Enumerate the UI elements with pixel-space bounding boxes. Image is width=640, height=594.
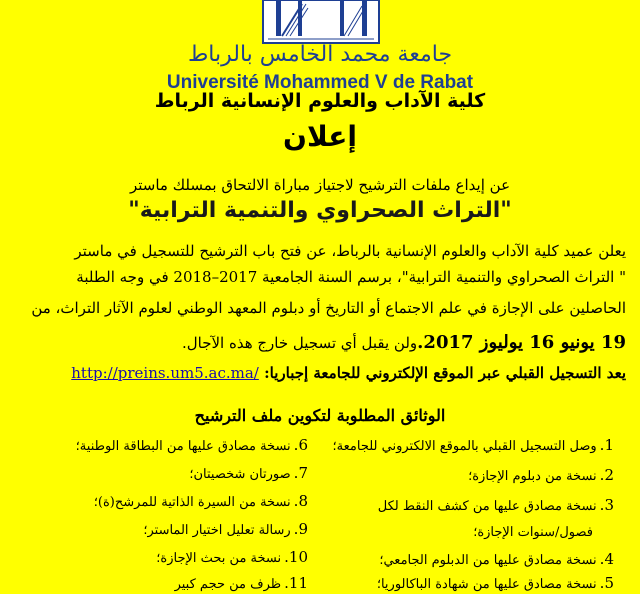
preinscription-link[interactable]: http://preins.um5.ac.ma/ [71, 364, 259, 382]
body-line-4 [26, 332, 626, 353]
list-item: 2.نسخة من دبلوم الإجازة؛ [468, 466, 614, 484]
program-title: "التراث الصحراوي والتنمية الترابية" [128, 198, 512, 223]
documents-list-left [8, 436, 308, 594]
list-item: 5.نسخة مصادق عليها من شهادة الباكالوريا؛ [376, 574, 614, 592]
documents-list-right [304, 436, 614, 594]
list-item: 1.وصل التسجيل القبلي بالموقع الالكتروني للجامعة؛ [332, 436, 614, 454]
registration-note: يعد التسجيل القبلي عبر الموقع الإلكتروني للجامعة إجباريا: [264, 364, 626, 382]
list-item: 4.نسخة مصادق عليها من الدبلوم الجامعي؛ [379, 550, 614, 568]
body-line-3: الحاصلين على الإجازة في علم الاجتماع أو التاريخ أو دبلوم المعهد الوطني لعلوم الآثار التراث، من [31, 299, 626, 317]
list-item: فصول/سنوات الإجازة؛ [473, 525, 593, 540]
list-item: 3.نسخة مصادق عليها من كشف النقط لكل [377, 496, 614, 514]
body-line-1: يعلن عميد كلية الآداب والعلوم الإنسانية بالرباط، عن فتح باب الترشيح للتسجيل في ماستر [74, 242, 626, 260]
university-logo-icon [262, 0, 380, 44]
faculty-name: كلية الآداب والعلوم الإنسانية الرباط [154, 90, 486, 112]
list-item: 7.صورتان شخصيتان؛ [189, 464, 308, 482]
list-item: 8.نسخة من السيرة الذاتية للمرشح(ة)؛ [93, 492, 308, 510]
university-arabic-name: جامعة محمد الخامس بالرباط [187, 42, 453, 67]
documents-heading: الوثائق المطلوبة لتكوين ملف الترشيح [194, 406, 446, 425]
list-item: 11.ظرف من حجم كبير [174, 574, 308, 592]
deadline-dates: 19 يونيو 16 يوليوز 2017. [417, 332, 626, 353]
body-line-2: " التراث الصحراوي والتنمية الترابية"، برسم السنة الجامعية 2017–2018 في وجه الطلبة [76, 268, 626, 286]
deadline-note: ولن يقبل أي تسجيل خارج هذه الآجال. [181, 334, 418, 352]
announcement-heading: إعلان [283, 120, 357, 153]
list-item: 10.نسخة من بحث الإجازة؛ [156, 548, 308, 566]
body-line-5 [26, 364, 626, 382]
list-item: 9.رسالة تعليل اختيار الماستر؛ [143, 520, 308, 538]
list-item: 6.نسخة مصادق عليها من البطاقة الوطنية؛ [75, 436, 308, 454]
university-latin-name: Université Mohammed V de Rabat [166, 72, 474, 93]
announcement-subtitle: عن إيداع ملفات الترشيح لاجتياز مباراة الالتحاق بمسلك ماستر [129, 176, 511, 194]
